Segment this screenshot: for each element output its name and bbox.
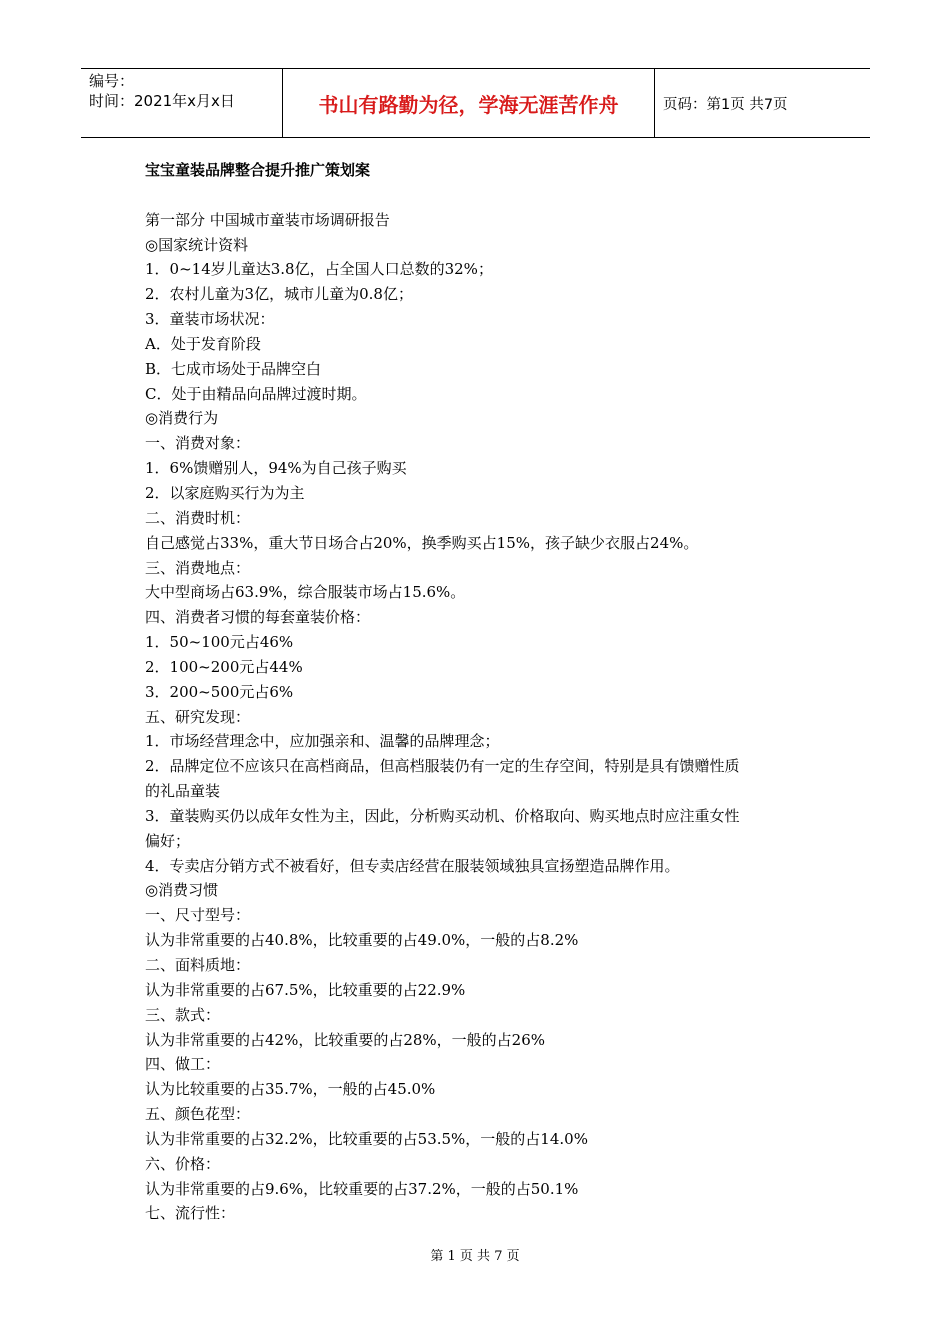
- spacer: [145, 183, 815, 208]
- body-line: 3．童装购买仍以成年女性为主，因此，分析购买动机、价格取向、购买地点时应注重女性: [145, 806, 740, 825]
- body-line: ◎国家统计资料: [145, 235, 249, 254]
- body-line: 4．专卖店分销方式不被看好，但专卖店经营在服装领域独具宣扬塑造品牌作用。: [145, 856, 680, 875]
- body-line: 的礼品童装: [145, 782, 221, 801]
- body-line: 认为非常重要的占42%，比较重要的占28%，一般的占26%: [145, 1030, 546, 1049]
- body-line: 二、消费时机：: [145, 508, 251, 527]
- body-line: 六、价格：: [145, 1154, 221, 1173]
- body-line: 1．0~14岁儿童达3.8亿，占全国人口总数的32%；: [145, 260, 493, 279]
- body-line: 1．6%馈赠别人，94%为自己孩子购买: [145, 459, 407, 478]
- body-line: 四、消费者习惯的每套童装价格：: [145, 608, 371, 627]
- document-body: [145, 158, 815, 1226]
- body-line: 认为非常重要的占40.8%，比较重要的占49.0%，一般的占8.2%: [145, 931, 579, 950]
- body-line: 2．100~200元占44%: [145, 657, 303, 676]
- body-line: 五、研究发现：: [145, 707, 251, 726]
- body-line: 三、消费地点：: [145, 558, 251, 577]
- body-lines: [145, 208, 815, 1227]
- header-motto: 书山有路勤为径，学海无涯苦作舟: [282, 69, 655, 137]
- body-line: 2．品牌定位不应该只在高档商品，但高档服装仍有一定的生存空间，特别是具有馈赠性质: [145, 757, 740, 776]
- date-line: 时间：2021年x月x日: [89, 92, 235, 110]
- body-line: 2．农村儿童为3亿，城市儿童为0.8亿；: [145, 285, 413, 304]
- body-line: 自己感觉占33%，重大节日场合占20%，换季购买占15%，孩子缺少衣服占24%。: [145, 533, 699, 552]
- body-line: B．七成市场处于品牌空白: [145, 359, 322, 378]
- body-line: 3．童装市场状况：: [145, 310, 275, 329]
- body-line: 认为比较重要的占35.7%，一般的占45.0%: [145, 1080, 436, 1099]
- body-line: 一、尺寸型号：: [145, 906, 251, 925]
- body-line: 五、颜色花型：: [145, 1105, 251, 1124]
- header-page-info: 页码：第1页 共7页: [663, 96, 788, 113]
- body-line: 第一部分 中国城市童装市场调研报告: [145, 210, 390, 229]
- body-line: C．处于由精品向品牌过渡时期。: [145, 384, 367, 403]
- body-line: 三、款式：: [145, 1005, 221, 1024]
- body-line: 认为非常重要的占32.2%，比较重要的占53.5%，一般的占14.0%: [145, 1129, 588, 1148]
- body-line: ◎消费习惯: [145, 881, 219, 900]
- body-line: 一、消费对象：: [145, 434, 251, 453]
- body-line: 二、面料质地：: [145, 956, 251, 974]
- body-line: 偏好；: [145, 831, 191, 850]
- page-header: [81, 68, 870, 138]
- body-line: 四、做工：: [145, 1055, 221, 1074]
- body-line: 2．以家庭购买行为为主: [145, 483, 305, 502]
- body-line: 3．200~500元占6%: [145, 682, 294, 701]
- body-line: 1．市场经营理念中，应加强亲和、温馨的品牌理念；: [145, 732, 500, 751]
- body-line: A．处于发育阶段: [145, 334, 261, 353]
- document-title: 宝宝童装品牌整合提升推广策划案: [145, 161, 371, 179]
- body-line: 大中型商场占63.9%，综合服装市场占15.6%。: [145, 583, 466, 602]
- body-line: 认为非常重要的占9.6%，比较重要的占37.2%，一般的占50.1%: [145, 1179, 579, 1198]
- body-line: 1．50~100元占46%: [145, 633, 294, 652]
- body-line: ◎消费行为: [145, 409, 219, 428]
- serial-label: 编号：: [89, 72, 135, 90]
- body-line: 认为非常重要的占67.5%，比较重要的占22.9%: [145, 980, 466, 999]
- header-meta: [81, 69, 282, 137]
- page-footer: 第 1 页 共 7 页: [430, 1249, 520, 1264]
- body-line: 七、流行性：: [145, 1204, 236, 1223]
